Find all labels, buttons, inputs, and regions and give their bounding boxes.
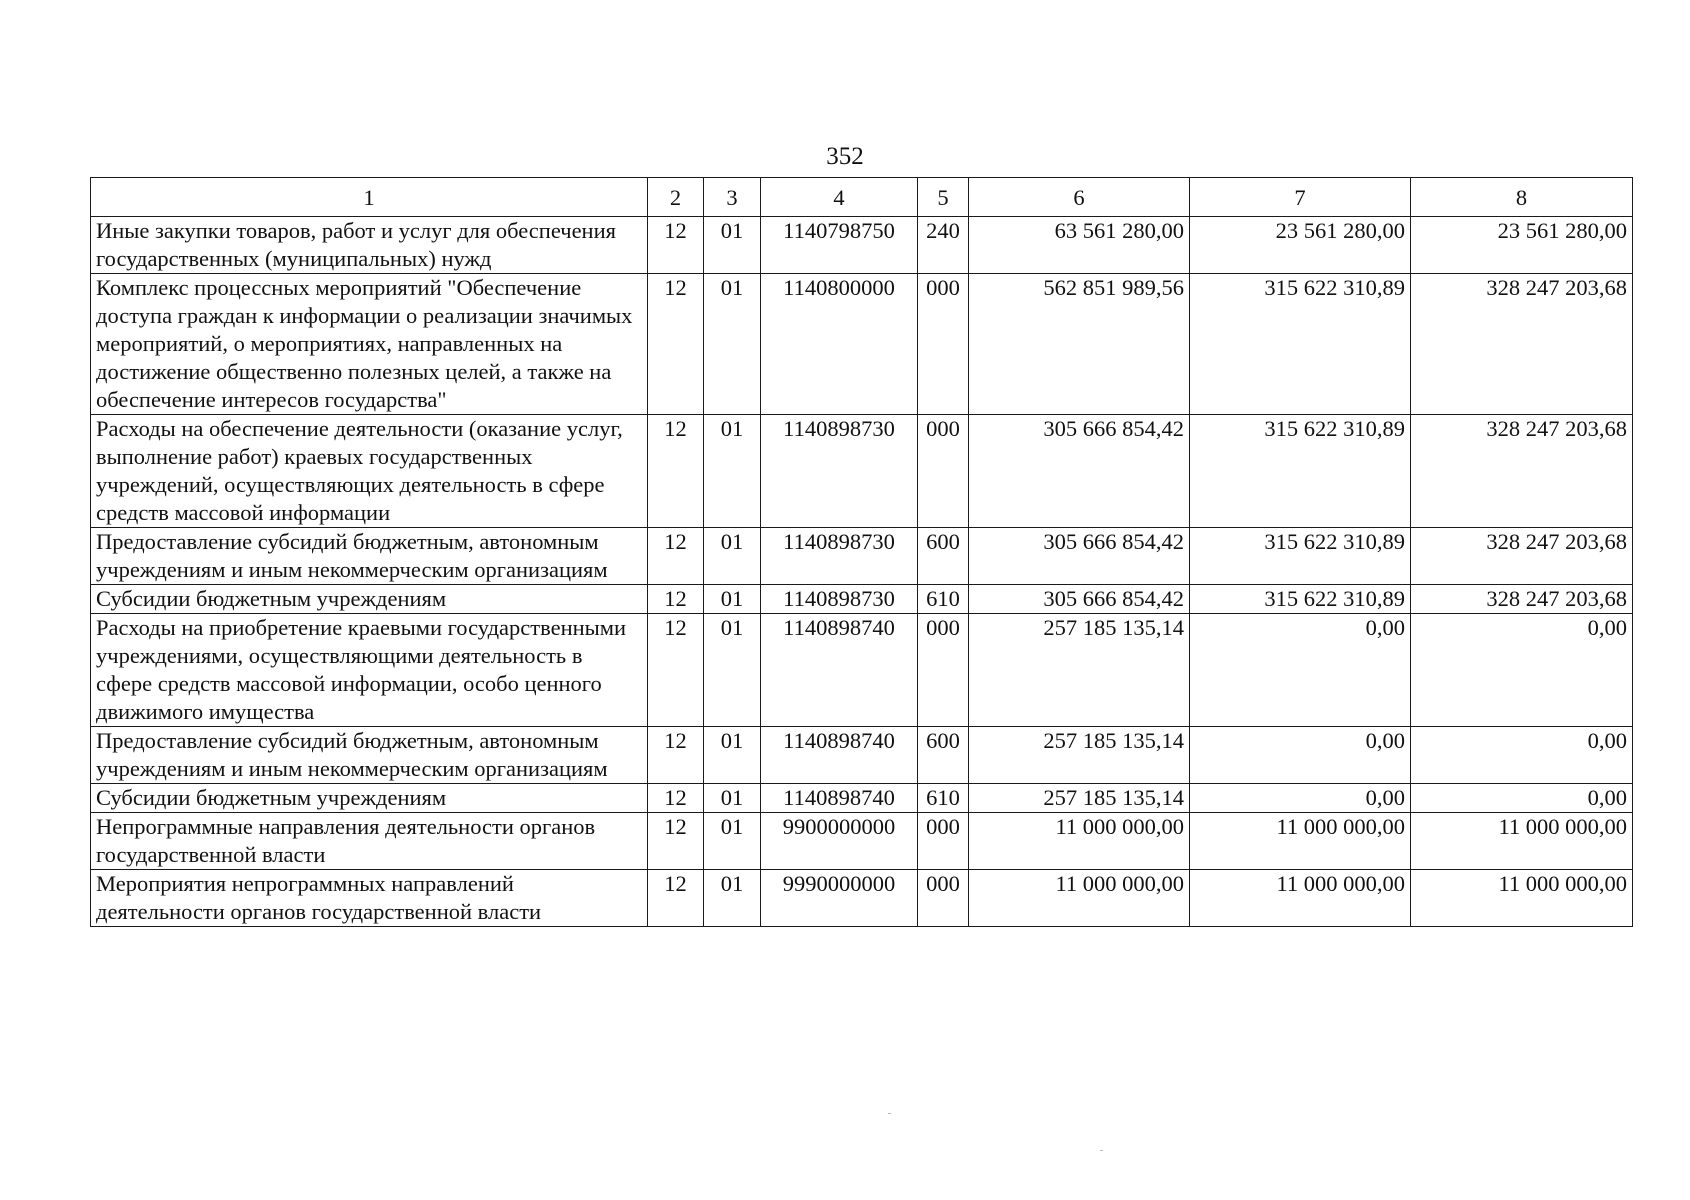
row-amount-8: 11 000 000,00 xyxy=(1411,870,1633,927)
row-code-2: 12 xyxy=(648,813,704,870)
row-code-5: 240 xyxy=(918,217,969,274)
row-amount-7: 315 622 310,89 xyxy=(1190,528,1411,585)
table-row xyxy=(91,727,1633,784)
row-amount-7: 23 561 280,00 xyxy=(1190,217,1411,274)
row-code-4: 1140898740 xyxy=(761,727,918,784)
row-code-3: 01 xyxy=(704,614,761,727)
row-code-4: 1140898740 xyxy=(761,784,918,813)
row-code-3: 01 xyxy=(704,784,761,813)
row-amount-6: 257 185 135,14 xyxy=(969,727,1190,784)
row-name: Расходы на обеспечение деятельности (оказание услуг, выполнение работ) краевых государственных учреждений, осуществляющих деятельность в сфере средств массовой информации xyxy=(91,415,648,528)
row-name: Предоставление субсидий бюджетным, автономным учреждениям и иным некоммерческим организациям xyxy=(91,528,648,585)
row-code-2: 12 xyxy=(648,614,704,727)
row-name: Субсидии бюджетным учреждениям xyxy=(91,784,648,813)
row-amount-8: 0,00 xyxy=(1411,614,1633,727)
row-amount-8: 328 247 203,68 xyxy=(1411,274,1633,415)
row-amount-6: 305 666 854,42 xyxy=(969,528,1190,585)
row-amount-6: 305 666 854,42 xyxy=(969,585,1190,614)
row-code-5: 600 xyxy=(918,727,969,784)
scan-speck xyxy=(1100,1150,1103,1151)
header-row xyxy=(91,178,1633,217)
row-code-5: 000 xyxy=(918,870,969,927)
row-amount-8: 328 247 203,68 xyxy=(1411,415,1633,528)
row-code-4: 1140898730 xyxy=(761,585,918,614)
header-cell: 1 xyxy=(91,178,648,217)
table-row xyxy=(91,217,1633,274)
header-cell: 6 xyxy=(969,178,1190,217)
row-amount-8: 328 247 203,68 xyxy=(1411,528,1633,585)
row-amount-6: 257 185 135,14 xyxy=(969,614,1190,727)
row-amount-7: 315 622 310,89 xyxy=(1190,274,1411,415)
row-code-5: 610 xyxy=(918,784,969,813)
row-code-5: 000 xyxy=(918,614,969,727)
scan-speck xyxy=(888,1113,891,1114)
row-name: Иные закупки товаров, работ и услуг для обеспечения государственных (муниципальных) нужд xyxy=(91,217,648,274)
row-code-5: 000 xyxy=(918,274,969,415)
row-amount-7: 0,00 xyxy=(1190,614,1411,727)
row-amount-6: 11 000 000,00 xyxy=(969,813,1190,870)
table-row xyxy=(91,415,1633,528)
row-code-3: 01 xyxy=(704,528,761,585)
row-amount-8: 23 561 280,00 xyxy=(1411,217,1633,274)
table-row xyxy=(91,274,1633,415)
page-number: 352 xyxy=(826,143,864,170)
row-name: Комплекс процессных мероприятий "Обеспечение доступа граждан к информации о реализации значимых мероприятий, о мероприятиях, направленных на достижение общественно полезных целей, а также на обеспечение интересов государства" xyxy=(91,274,648,415)
row-code-4: 9900000000 xyxy=(761,813,918,870)
row-name: Мероприятия непрограммных направлений деятельности органов государственной власти xyxy=(91,870,648,927)
row-code-2: 12 xyxy=(648,870,704,927)
table-row xyxy=(91,614,1633,727)
row-code-4: 1140898740 xyxy=(761,614,918,727)
row-amount-7: 11 000 000,00 xyxy=(1190,813,1411,870)
row-code-4: 1140898730 xyxy=(761,415,918,528)
row-code-2: 12 xyxy=(648,415,704,528)
row-amount-6: 257 185 135,14 xyxy=(969,784,1190,813)
budget-table xyxy=(90,177,1633,927)
row-code-4: 1140898730 xyxy=(761,528,918,585)
table-row xyxy=(91,784,1633,813)
row-name: Субсидии бюджетным учреждениям xyxy=(91,585,648,614)
row-code-2: 12 xyxy=(648,528,704,585)
row-name: Непрограммные направления деятельности органов государственной власти xyxy=(91,813,648,870)
header-cell: 5 xyxy=(918,178,969,217)
row-amount-6: 305 666 854,42 xyxy=(969,415,1190,528)
header-cell: 3 xyxy=(704,178,761,217)
row-code-3: 01 xyxy=(704,274,761,415)
row-code-3: 01 xyxy=(704,870,761,927)
table-row xyxy=(91,870,1633,927)
row-code-5: 000 xyxy=(918,813,969,870)
row-code-3: 01 xyxy=(704,727,761,784)
header-cell: 2 xyxy=(648,178,704,217)
row-code-3: 01 xyxy=(704,415,761,528)
row-code-4: 9990000000 xyxy=(761,870,918,927)
row-code-5: 610 xyxy=(918,585,969,614)
row-name: Расходы на приобретение краевыми государственными учреждениями, осуществляющими деятельность в сфере средств массовой информации, особо ценного движимого имущества xyxy=(91,614,648,727)
table-row xyxy=(91,528,1633,585)
row-amount-7: 0,00 xyxy=(1190,784,1411,813)
row-amount-8: 11 000 000,00 xyxy=(1411,813,1633,870)
row-code-3: 01 xyxy=(704,217,761,274)
row-name: Предоставление субсидий бюджетным, автономным учреждениям и иным некоммерческим организациям xyxy=(91,727,648,784)
row-code-2: 12 xyxy=(648,585,704,614)
row-code-2: 12 xyxy=(648,217,704,274)
row-code-4: 1140800000 xyxy=(761,274,918,415)
header-cell: 7 xyxy=(1190,178,1411,217)
row-amount-8: 328 247 203,68 xyxy=(1411,585,1633,614)
row-code-3: 01 xyxy=(704,585,761,614)
row-code-3: 01 xyxy=(704,813,761,870)
table-row xyxy=(91,585,1633,614)
table-row xyxy=(91,813,1633,870)
row-amount-8: 0,00 xyxy=(1411,727,1633,784)
row-code-2: 12 xyxy=(648,727,704,784)
row-code-2: 12 xyxy=(648,784,704,813)
header-cell: 8 xyxy=(1411,178,1633,217)
header-cell: 4 xyxy=(761,178,918,217)
row-amount-8: 0,00 xyxy=(1411,784,1633,813)
row-amount-6: 562 851 989,56 xyxy=(969,274,1190,415)
row-amount-7: 315 622 310,89 xyxy=(1190,585,1411,614)
row-amount-7: 0,00 xyxy=(1190,727,1411,784)
row-amount-6: 11 000 000,00 xyxy=(969,870,1190,927)
row-code-2: 12 xyxy=(648,274,704,415)
row-amount-6: 63 561 280,00 xyxy=(969,217,1190,274)
row-code-4: 1140798750 xyxy=(761,217,918,274)
row-amount-7: 11 000 000,00 xyxy=(1190,870,1411,927)
row-code-5: 000 xyxy=(918,415,969,528)
row-code-5: 600 xyxy=(918,528,969,585)
row-amount-7: 315 622 310,89 xyxy=(1190,415,1411,528)
